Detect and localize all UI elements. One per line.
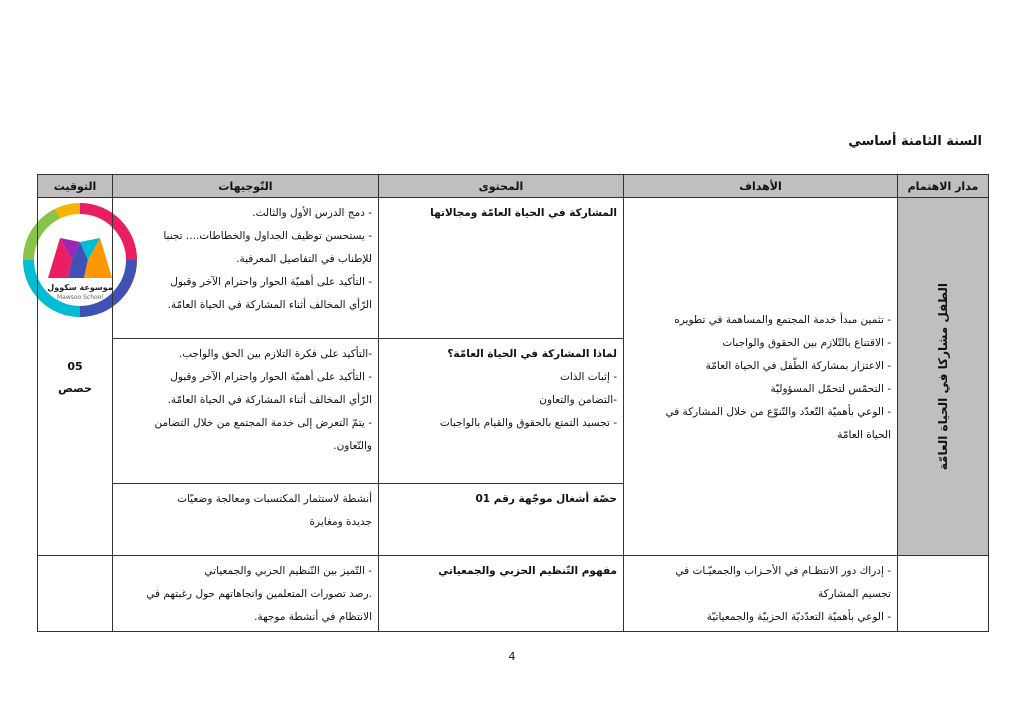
guidance-cell [113, 339, 379, 484]
content-cell [379, 198, 624, 339]
guidance-line: والتّعاون. [333, 440, 372, 452]
goal-line: - الاقتناع بالتّلازم بين الحقوق والواجبات [722, 336, 891, 349]
axis-cell-empty [898, 556, 989, 632]
goal-line: - تثمين مبدأ خدمة المجتمع والمساهمة في تطويره [674, 313, 891, 326]
goal-line: - الاعتزاز بمشاركة الطّفل في الحياة العامّة [705, 359, 891, 372]
guidance-line: .رصد تصورات المتعلمين واتجاهاتهم حول رغبتهم في [146, 588, 372, 600]
goal-line: تجسيم المشاركة [817, 588, 891, 600]
content-title: المشاركة في الحياة العامّة ومجالاتها [430, 207, 617, 219]
content-item: - تجسيد التمتع بالحقوق والقيام بالواجبات [439, 417, 617, 429]
content-cell [379, 484, 624, 556]
logo-arabic: موسوعة سكوول [47, 283, 113, 292]
guidance-line: - دمج الدرس الأول والثالث. [252, 207, 372, 219]
guidance-line: - يتمّ التعرض إلى خدمة المجتمع من خلال التضامن [154, 417, 372, 429]
guidance-cell [113, 484, 379, 556]
goal-line: - الوعي بأهميّة التّعدّد والتّنوّع من خلال المشاركة في [665, 405, 891, 418]
guidance-line: - التّميز بين التّنظيم الحزبي والجمعياتي [204, 565, 372, 577]
axis-cell [898, 198, 989, 556]
goal-line: - الوعي بأهميّة التعدّديّة الحزبيّة والجمعياتيّة [706, 611, 891, 623]
guidance-line: - التأكيد على أهميّة الحوار واحترام الآخر وقبول [170, 371, 372, 383]
content-cell [379, 556, 624, 632]
guidance-line: للإطناب في التفاصيل المعرفية. [236, 253, 372, 265]
guidance-line: جديدة ومغايرة [309, 516, 372, 528]
guidance-cell [113, 198, 379, 339]
guidance-line: الانتظام في أنشطة موجهة. [254, 611, 372, 623]
timing-unit: حصص [58, 381, 92, 395]
content-item: -التضامن والتعاون [539, 394, 617, 406]
content-title: حصّة أشغال موجّهة رقم 01 [475, 493, 617, 505]
guidance-cell [113, 556, 379, 632]
goals-cell [624, 556, 898, 632]
header-timing: التوقيت [38, 175, 113, 198]
content-item: - إثبات الذات [560, 371, 617, 383]
goal-line: - التحمّس لتحمّل المسؤوليّة [770, 382, 891, 395]
logo-latin: Mawsoo School [56, 294, 104, 301]
table-row [38, 556, 989, 632]
guidance-line: - يستحسن توظيف الجداول والخطاطات.... تجنبا [163, 230, 372, 242]
timing-cell [38, 198, 113, 556]
table-header-row [38, 175, 989, 198]
axis-text: الطفل مشاركا في الحياة العامّة [935, 282, 950, 471]
header-guidance: التّوجيهات [113, 175, 379, 198]
table-row [38, 198, 989, 339]
content-title: مفهوم التّنظيم الحزبي والجمعياتي [438, 565, 617, 577]
guidance-line: الرّأي المخالف أثناء المشاركة في الحياة العامّة. [167, 394, 372, 406]
header-goals: الأهداف [624, 175, 898, 198]
timing-number: 05 [67, 359, 83, 373]
goal-line: الحياة العامّة [837, 428, 891, 441]
guidance-line: - التأكيد على أهميّة الحوار واحترام الآخر وقبول [170, 276, 372, 288]
guidance-line: الرّأي المخالف أثناء المشاركة في الحياة العامّة. [167, 299, 372, 311]
goal-line: - إدراك دور الانتظـام في الأحـزاب والجمعيّـات في [675, 565, 891, 577]
guidance-line: -التأكيد على فكرة التلازم بين الحق والواجب. [178, 348, 372, 360]
header-axis: مدار الاهتمام [898, 175, 989, 198]
page-number: 4 [508, 650, 516, 663]
content-cell [379, 339, 624, 484]
header-content: المحتوى [379, 175, 624, 198]
timing-cell-empty [38, 556, 113, 632]
curriculum-table [37, 174, 989, 632]
goals-cell [624, 198, 898, 556]
content-title: لماذا المشاركة في الحياة العامّة؟ [447, 348, 617, 360]
page-title: السنة الثامنة أساسي [848, 134, 982, 149]
guidance-line: أنشطة لاستثمار المكتسبات ومعالجة وضعيّات [177, 493, 372, 505]
